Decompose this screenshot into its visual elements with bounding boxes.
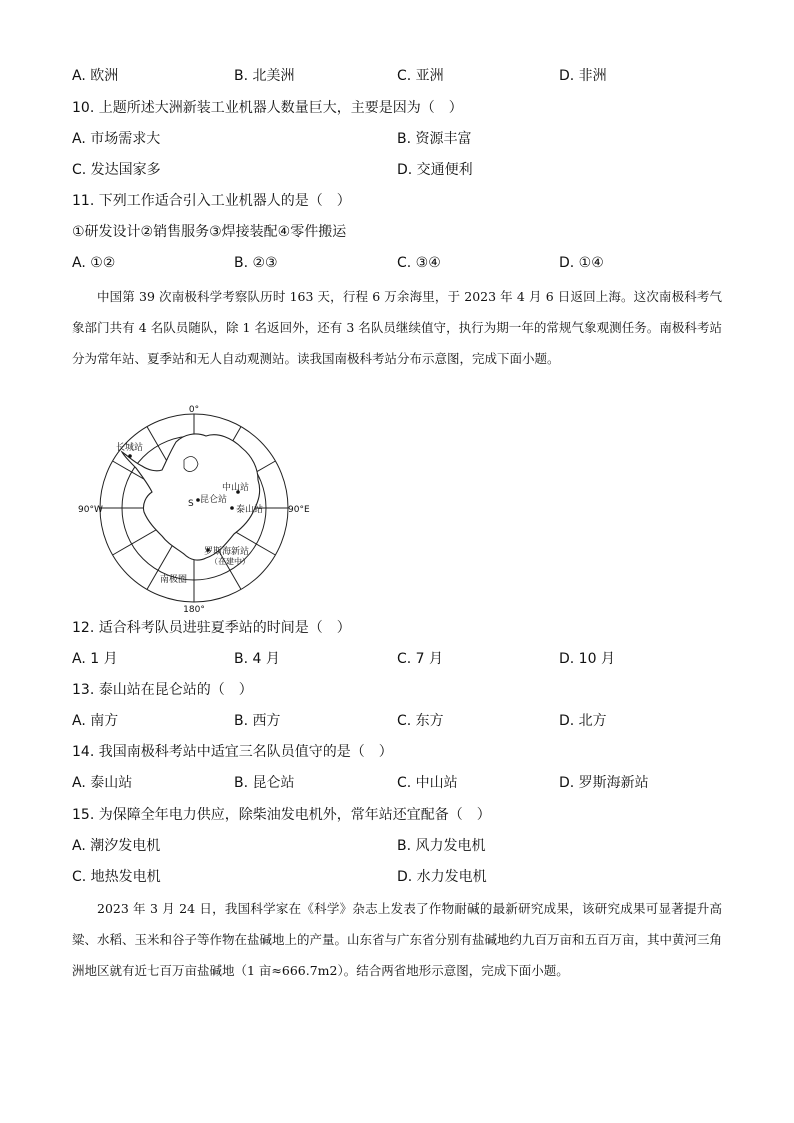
label-kunlun-station: 昆仑站 [200, 495, 228, 505]
label-changcheng-station: 长城站 [116, 443, 144, 453]
passage-saline-land: 2023 年 3 月 24 日，我国科学家在《科学》杂志上发表了作物耐碱的最新研究成果，该研究成果可显著提升高粱、水稻、玉米和谷子等作物在盐碱地上的产量。山东省与广东省分别有盐碱地约九百万亩和五百万亩，其中黄河三角洲地区就有近七百万亩盐碱地（1 亩≈666.7m2）。结合两省地形示意图，完成下面小题。 [72, 901, 723, 978]
q10-option-a: A. 市场需求大 [72, 131, 161, 147]
q10-option-b: B. 资源丰富 [397, 131, 472, 147]
q14-stem: 14. 我国南极科考站中适宜三名队员值守的是（ ） [72, 744, 393, 760]
q15-option-c: C. 地热发电机 [72, 869, 161, 885]
q13-stem: 13. 泰山站在昆仑站的（ ） [72, 682, 253, 698]
label-90w: 90°W [78, 505, 103, 515]
q13-option-d: D. 北方 [559, 713, 607, 729]
q10-option-d: D. 交通便利 [397, 162, 473, 178]
q14-option-c: C. 中山站 [397, 775, 458, 791]
q12-option-a: A. 1 月 [72, 651, 118, 667]
q11-option-d: D. ①④ [559, 255, 604, 271]
antarctic-stations-map [72, 404, 322, 614]
label-zhongshan-station: 中山站 [222, 483, 250, 493]
label-south-pole: S [188, 499, 194, 509]
q11-option-b: B. ②③ [234, 255, 278, 271]
q14-option-b: B. 昆仑站 [234, 775, 295, 791]
label-luosihai-note: （在建中） [210, 557, 250, 566]
q12-option-c: C. 7 月 [397, 651, 444, 667]
label-luosihai-station: 罗斯海新站 [204, 547, 250, 557]
label-90e: 90°E [288, 505, 310, 515]
q10-stem: 10. 上题所述大洲新装工业机器人数量巨大，主要是因为（ ） [72, 100, 463, 116]
q11-option-a: A. ①② [72, 255, 116, 271]
q11-items: ①研发设计②销售服务③焊接装配④零件搬运 [72, 224, 347, 240]
q12-stem: 12. 适合科考队员进驻夏季站的时间是（ ） [72, 620, 351, 636]
q13-option-b: B. 西方 [234, 713, 281, 729]
label-180-deg: 180° [183, 605, 205, 614]
q12-option-b: B. 4 月 [234, 651, 280, 667]
q9-option-c: C. 亚洲 [397, 68, 444, 84]
q10-option-c: C. 发达国家多 [72, 162, 161, 178]
label-0-deg: 0° [188, 405, 200, 415]
q14-option-d: D. 罗斯海新站 [559, 775, 649, 791]
q14-option-a: A. 泰山站 [72, 775, 133, 791]
label-taishan-station: 泰山站 [236, 505, 264, 515]
q9-option-d: D. 非洲 [559, 68, 607, 84]
label-antarctic-circle: 南极圈 [160, 575, 188, 585]
q13-option-a: A. 南方 [72, 713, 119, 729]
q11-option-c: C. ③④ [397, 255, 441, 271]
q15-option-a: A. 潮汐发电机 [72, 838, 161, 854]
q15-option-b: B. 风力发电机 [397, 838, 486, 854]
q15-option-d: D. 水力发电机 [397, 869, 487, 885]
q12-option-d: D. 10 月 [559, 651, 615, 667]
q13-option-c: C. 东方 [397, 713, 444, 729]
q11-stem: 11. 下列工作适合引入工业机器人的是（ ） [72, 193, 351, 209]
q9-option-b: B. 北美洲 [234, 68, 295, 84]
passage-antarctic: 中国第 39 次南极科学考察队历时 163 天，行程 6 万余海里，于 2023 年 4 月 6 日返回上海。这次南极科考气象部门共有 4 名队员随队，除 1 名返回外，还有 3 名队员继续值守，执行为期一年的常规气象观测任务。南极科考站分为常年站、夏季站和无人自动观测站。读我国南极科考站分布示意图，完成下面小题。 [72, 289, 722, 366]
q9-option-a: A. 欧洲 [72, 68, 119, 84]
q15-stem: 15. 为保障全年电力供应，除柴油发电机外，常年站还宜配备（ ） [72, 807, 491, 823]
